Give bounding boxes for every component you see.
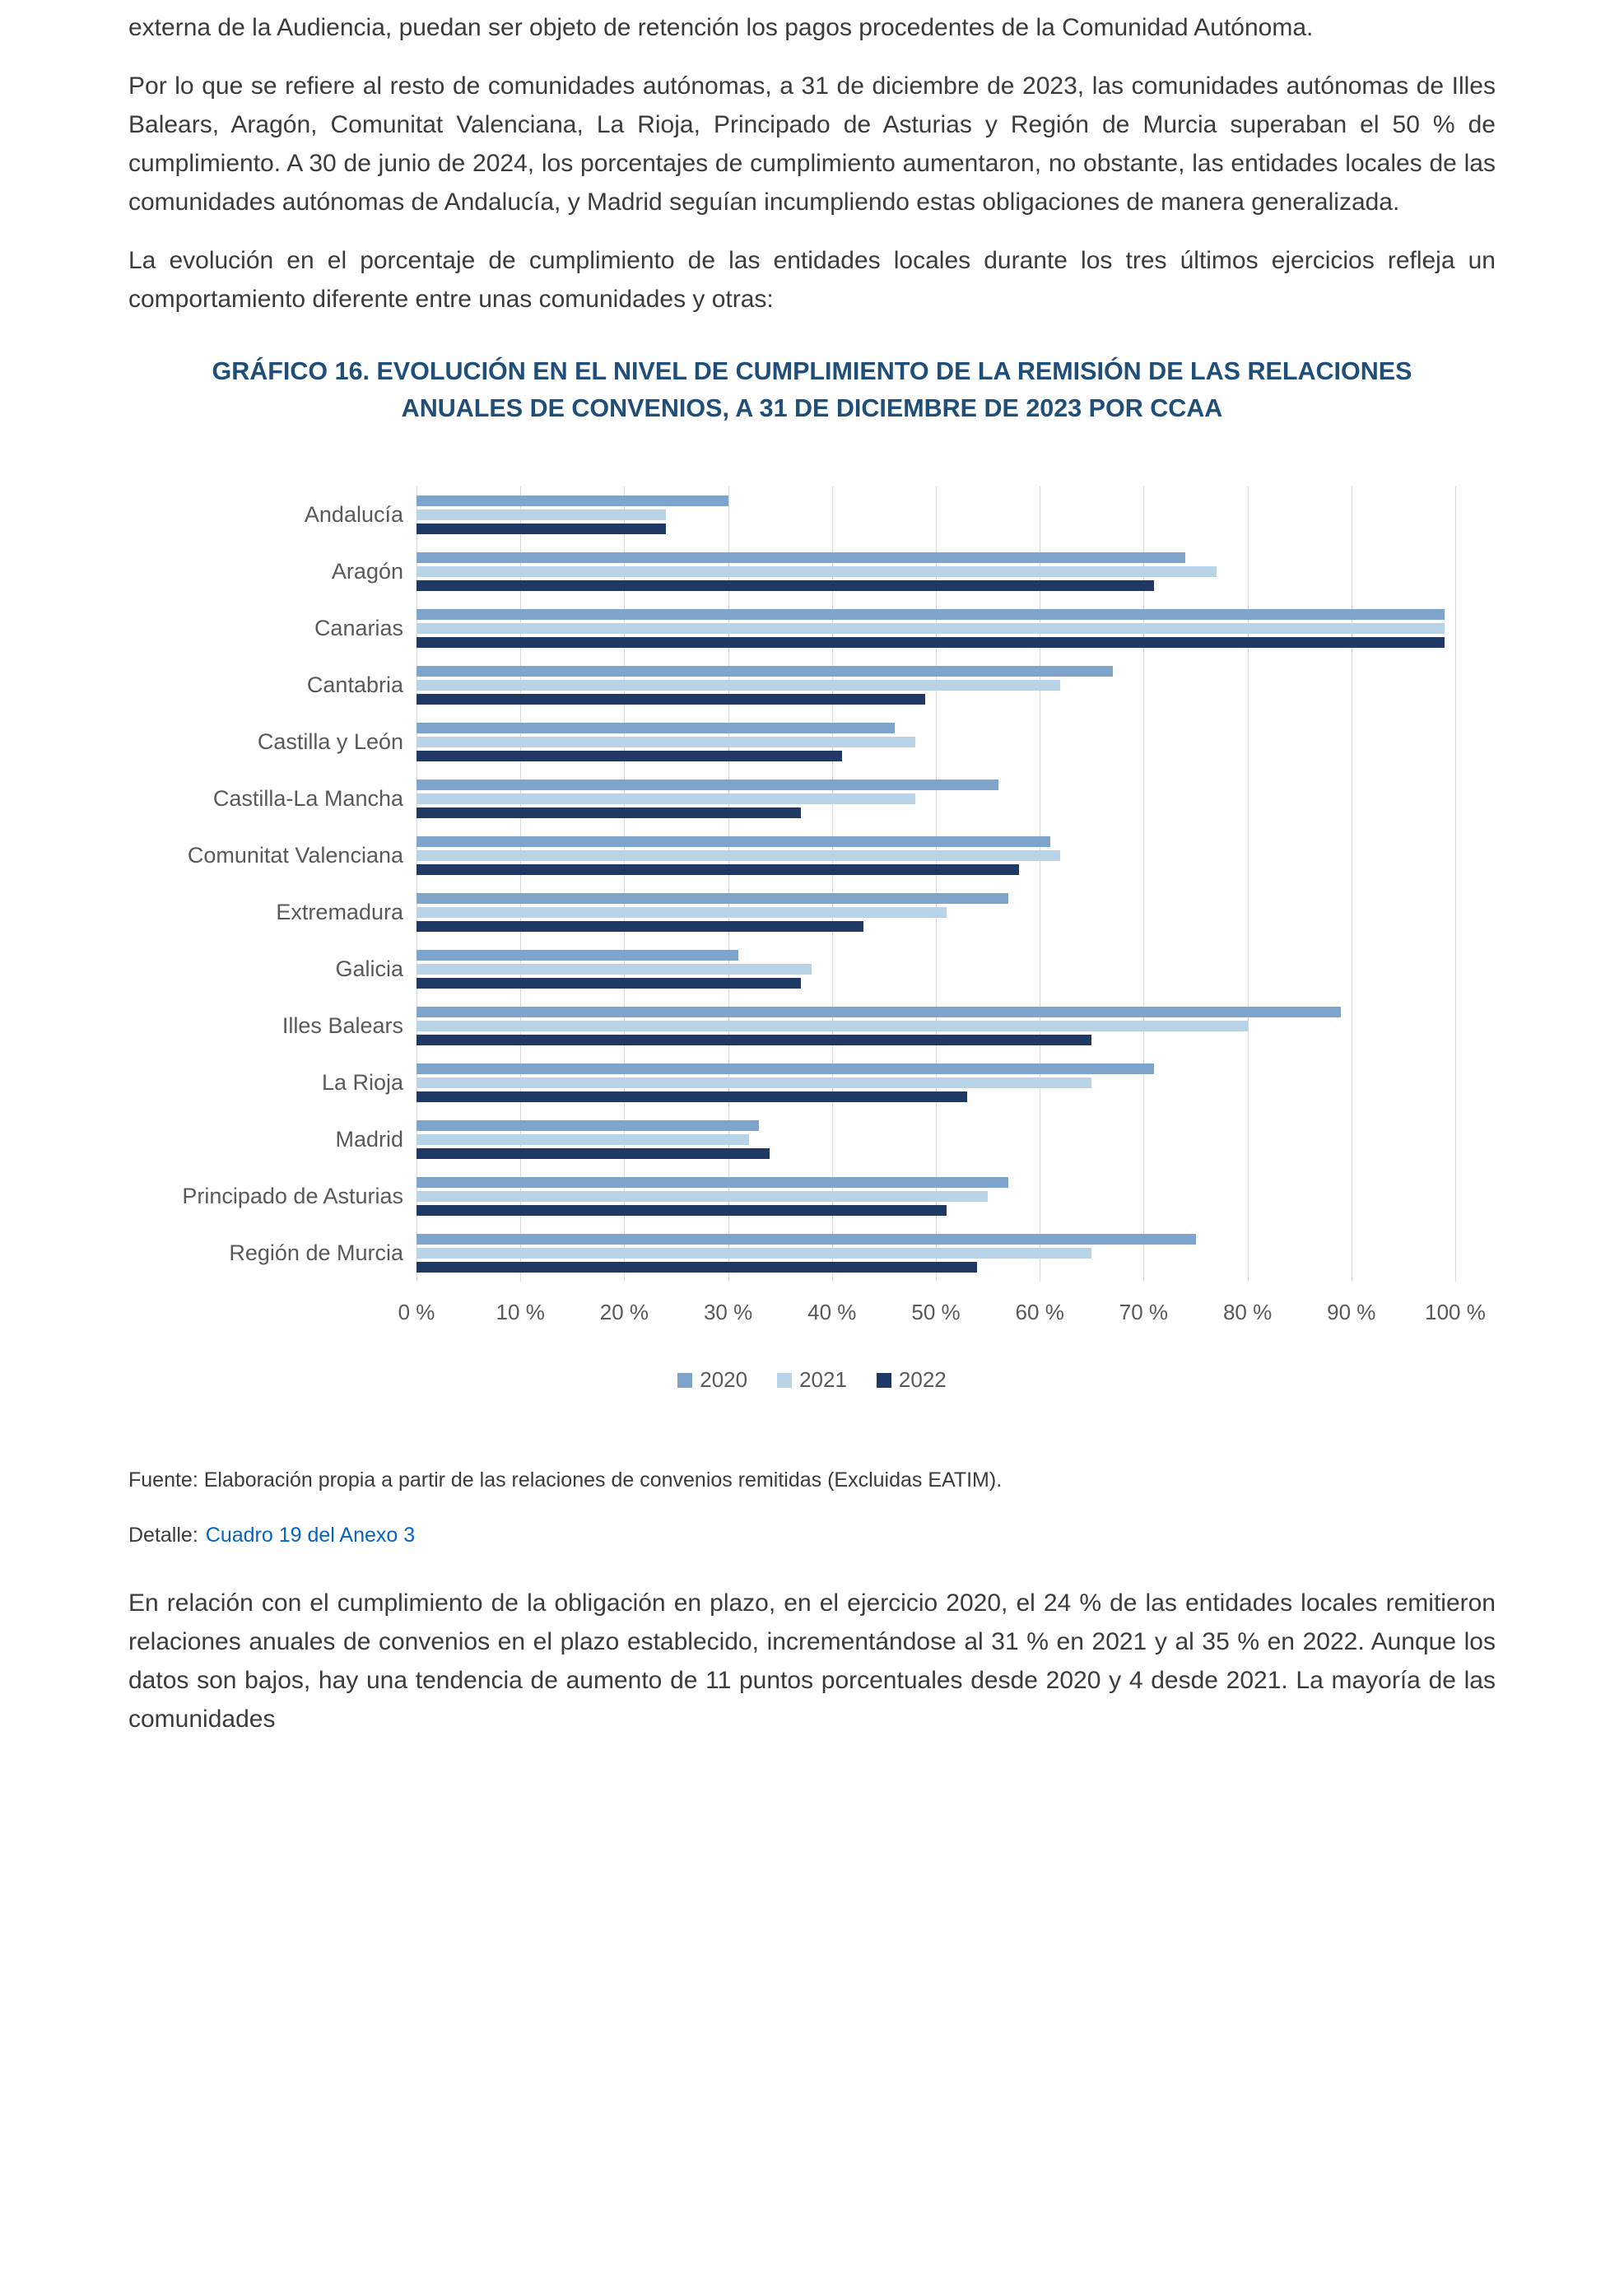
bar-2020	[416, 893, 1008, 904]
category-label: Illes Balears	[282, 1013, 403, 1038]
bar-2022	[416, 1035, 1091, 1045]
bar-2020	[416, 1177, 1008, 1188]
bar-2020	[416, 723, 895, 733]
bar-2022	[416, 694, 925, 705]
paragraph-evolucion: La evolución en el porcentaje de cumplimiento de las entidades locales durante los tres últimos ejercicios refleja un comportamiento diferente entre unas comunidades y otras:	[128, 247, 1496, 313]
x-tick-label: 0 %	[398, 1300, 435, 1324]
chart-plot-area	[128, 486, 1496, 1282]
bar-2020	[416, 666, 1113, 677]
bar-2021	[416, 737, 915, 747]
source-note: Fuente: Elaboración propia a partir de las relaciones de convenios remitidas (Excluidas EATIM).	[128, 1468, 1003, 1492]
chart-row-7	[128, 884, 1496, 941]
detail-note	[128, 1524, 1496, 1547]
bar-group	[416, 1177, 1455, 1216]
detail-link[interactable]: Cuadro 19 del Anexo 3	[205, 1524, 416, 1547]
category-label: Aragón	[331, 559, 403, 584]
bar-2021	[416, 510, 666, 520]
category-label: Cantabria	[306, 672, 403, 697]
bar-2021	[416, 1248, 1091, 1259]
bar-2020	[416, 1063, 1154, 1074]
bar-2021	[416, 1191, 988, 1202]
bar-group	[416, 609, 1455, 648]
chart-row-2	[128, 600, 1496, 657]
bar-2020	[416, 552, 1185, 563]
bar-2020	[416, 609, 1445, 620]
bar-2020	[416, 1234, 1196, 1245]
bar-group	[416, 950, 1455, 989]
x-tick-label: 70 %	[1119, 1300, 1169, 1324]
bar-2022	[416, 864, 1019, 875]
chart-x-axis	[398, 1282, 1486, 1331]
category-label: Castilla y León	[257, 729, 403, 754]
legend-swatch-2022	[877, 1373, 891, 1388]
x-tick-label: 50 %	[911, 1300, 961, 1324]
x-tick-label: 40 %	[807, 1300, 857, 1324]
bar-2022	[416, 524, 666, 534]
bar-2021	[416, 680, 1060, 691]
bar-2022	[416, 807, 801, 818]
bar-2021	[416, 907, 947, 918]
bar-2020	[416, 836, 1050, 847]
legend-label-2022: 2022	[898, 1367, 947, 1392]
chart-row-13	[128, 1225, 1496, 1282]
bar-group	[416, 552, 1455, 591]
bar-group	[416, 666, 1455, 705]
bar-group	[416, 1063, 1455, 1102]
x-tick-label: 100 %	[1425, 1300, 1486, 1324]
legend-item-2020	[677, 1367, 747, 1393]
chart-row-0	[128, 486, 1496, 543]
chart-row-9	[128, 998, 1496, 1054]
chart-rows	[128, 486, 1496, 1282]
category-label: Madrid	[335, 1127, 403, 1152]
chart-row-11	[128, 1111, 1496, 1168]
bar-2022	[416, 751, 842, 761]
legend-label-2020: 2020	[700, 1367, 748, 1392]
x-tick-label: 80 %	[1222, 1300, 1273, 1324]
category-label: La Rioja	[321, 1070, 403, 1095]
bar-2020	[416, 1120, 759, 1131]
bar-2022	[416, 580, 1154, 591]
chart-row-10	[128, 1054, 1496, 1111]
paragraph-comunidades: Por lo que se refiere al resto de comunidades autónomas, a 31 de diciembre de 2023, las comunidades autónomas de Illes Balears, Aragón, Comunitat Valenciana, La Rioja, Principado de Asturias y Región de Murcia superaban el 50 % de cumplimiento. A 30 de junio de 2024, los porcentajes de cumplimiento aumentaron, no obstante, las entidades locales de las comunidades autónomas de Andalucía, y Madrid seguían incumpliendo estas obligaciones de manera generalizada.	[128, 72, 1496, 216]
bar-group	[416, 1007, 1455, 1045]
paragraph-continuation: externa de la Audiencia, puedan ser objeto de retención los pagos procedentes de la Comunidad Autónoma.	[128, 14, 1314, 41]
legend-item-2022	[877, 1367, 947, 1393]
bar-2020	[416, 496, 728, 506]
bar-2021	[416, 1021, 1248, 1031]
bar-group	[416, 836, 1455, 875]
x-tick-label: 60 %	[1015, 1300, 1064, 1324]
bar-2022	[416, 1262, 977, 1273]
x-tick-label: 20 %	[599, 1300, 649, 1324]
legend-label-2021: 2021	[799, 1367, 847, 1392]
bar-2020	[416, 1007, 1341, 1017]
x-tick-label: 90 %	[1327, 1300, 1376, 1324]
figure-title: GRÁFICO 16. EVOLUCIÓN EN EL NIVEL DE CUMPLIMIENTO DE LA REMISIÓN DE LAS RELACIONES ANUALES DE CONVENIOS, A 31 DE DICIEMBRE DE 2023 POR CCAA	[212, 357, 1412, 422]
bar-chart-grafico-16	[128, 486, 1496, 1393]
bar-group	[416, 496, 1455, 534]
category-label: Comunitat Valenciana	[187, 843, 403, 868]
bar-2021	[416, 623, 1445, 634]
detail-label: Detalle:	[128, 1524, 198, 1547]
category-label: Extremadura	[276, 900, 403, 924]
chart-row-8	[128, 941, 1496, 998]
bar-2021	[416, 566, 1217, 577]
legend-item-2021	[777, 1367, 847, 1393]
chart-legend	[128, 1367, 1496, 1393]
paragraph-cumplimiento-plazo: En relación con el cumplimiento de la obligación en plazo, en el ejercicio 2020, el 24 % de las entidades locales remitieron relaciones anuales de convenios en el plazo establecido, incrementándose al 31 % en 2021 y al 35 % en 2022. Aunque los datos son bajos, hay una tendencia de aumento de 11 puntos porcentuales desde 2020 y 4 desde 2021. La mayoría de las comunidades	[128, 1589, 1496, 1733]
legend-swatch-2020	[677, 1373, 692, 1388]
category-label: Galicia	[335, 956, 403, 981]
bar-group	[416, 893, 1455, 932]
chart-row-5	[128, 770, 1496, 827]
category-label: Región de Murcia	[229, 1240, 403, 1265]
bar-2020	[416, 780, 998, 790]
chart-row-3	[128, 657, 1496, 714]
x-tick-label: 30 %	[703, 1300, 753, 1324]
chart-row-1	[128, 543, 1496, 600]
legend-swatch-2021	[777, 1373, 792, 1388]
bar-2022	[416, 978, 801, 989]
category-label: Canarias	[314, 616, 403, 640]
bar-2020	[416, 950, 738, 961]
bar-2022	[416, 1148, 770, 1159]
bar-2022	[416, 637, 1445, 648]
chart-row-4	[128, 714, 1496, 770]
category-label: Castilla-La Mancha	[212, 786, 403, 811]
x-tick-label: 10 %	[496, 1300, 545, 1324]
category-label: Principado de Asturias	[182, 1184, 403, 1208]
bar-group	[416, 1234, 1455, 1273]
bar-2022	[416, 921, 863, 932]
bar-2021	[416, 850, 1060, 861]
bar-2021	[416, 1134, 749, 1145]
chart-row-6	[128, 827, 1496, 884]
bar-2021	[416, 793, 915, 804]
bar-group	[416, 723, 1455, 761]
bar-group	[416, 1120, 1455, 1159]
chart-row-12	[128, 1168, 1496, 1225]
bar-2022	[416, 1091, 967, 1102]
bar-2021	[416, 1077, 1091, 1088]
bar-group	[416, 780, 1455, 818]
bar-2021	[416, 964, 812, 975]
bar-2022	[416, 1205, 947, 1216]
category-label: Andalucía	[304, 502, 403, 527]
